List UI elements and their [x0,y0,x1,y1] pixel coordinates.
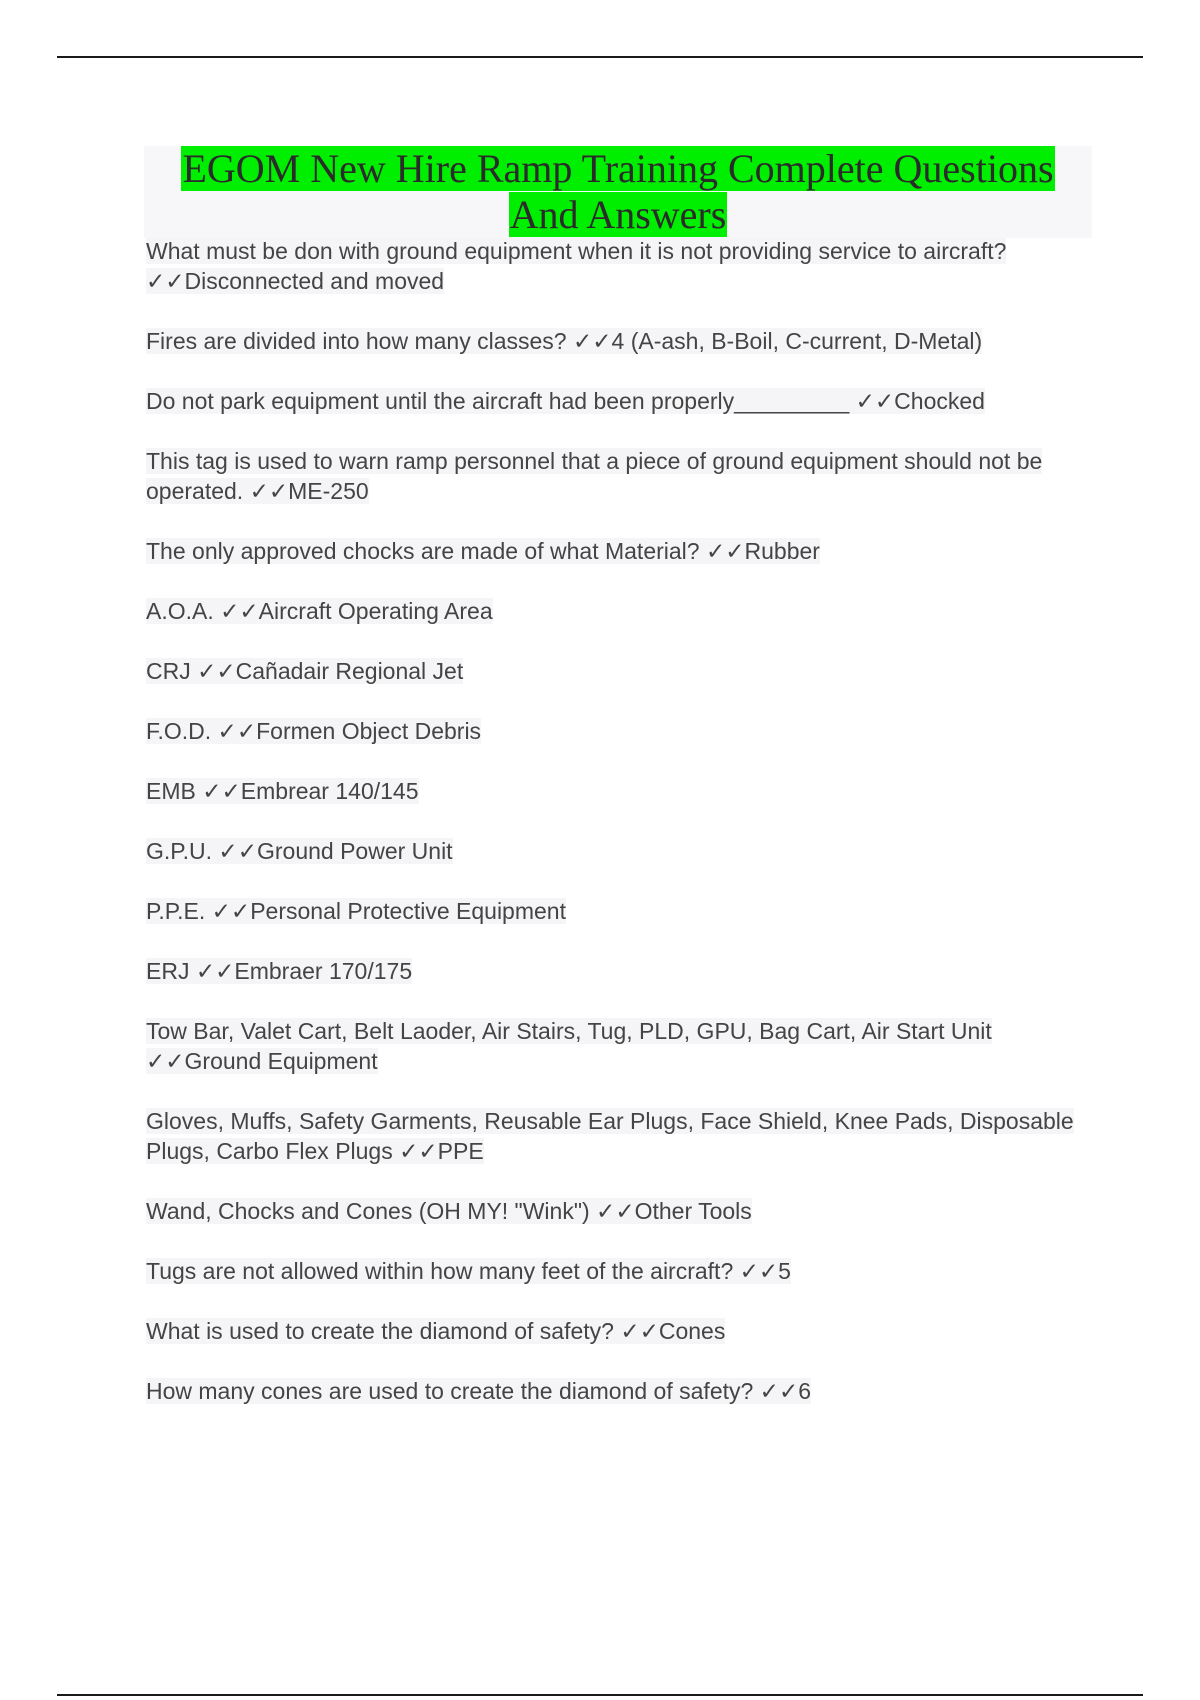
qa-item [146,656,1096,686]
qa-text: Fires are divided into how many classes? ✓✓4 (A-ash, B-Boil, C-current, D-Metal) [146,328,983,354]
qa-item [146,716,1096,746]
qa-text: G.P.U. ✓✓Ground Power Unit [146,838,453,864]
qa-item [146,1196,1096,1226]
qa-text: EMB ✓✓Embrear 140/145 [146,778,419,804]
qa-text: ERJ ✓✓Embraer 170/175 [146,958,413,984]
qa-item [146,596,1096,626]
qa-text: Wand, Chocks and Cones (OH MY! "Wink") ✓✓Other Tools [146,1198,752,1224]
qa-item [146,896,1096,926]
qa-item [146,386,1096,416]
qa-item [146,776,1096,806]
qa-item [146,326,1096,356]
qa-item [146,1106,1096,1166]
qa-text: F.O.D. ✓✓Formen Object Debris [146,718,482,744]
qa-item [146,836,1096,866]
qa-item [146,1376,1096,1406]
document-title [144,146,1092,238]
qa-text: Gloves, Muffs, Safety Garments, Reusable Ear Plugs, Face Shield, Knee Pads, Disposable Plugs, Carbo Flex Plugs ✓✓PPE [146,1108,1074,1164]
qa-item [146,446,1096,506]
qa-list [146,236,1096,1436]
qa-text: Tugs are not allowed within how many feet of the aircraft? ✓✓5 [146,1258,791,1284]
qa-text: This tag is used to warn ramp personnel that a piece of ground equipment should not be operated. ✓✓ME-250 [146,448,1043,504]
qa-item [146,536,1096,566]
qa-text: P.P.E. ✓✓Personal Protective Equipment [146,898,566,924]
qa-item [146,1016,1096,1076]
qa-text: The only approved chocks are made of what Material? ✓✓Rubber [146,538,820,564]
title-line-2: And Answers [509,192,727,237]
qa-text: A.O.A. ✓✓Aircraft Operating Area [146,598,493,624]
qa-item [146,236,1096,296]
title-line-1: EGOM New Hire Ramp Training Complete Questions [182,146,1054,191]
qa-item [146,1256,1096,1286]
bottom-rule [57,1694,1143,1696]
qa-text: How many cones are used to create the diamond of safety? ✓✓6 [146,1378,812,1404]
qa-text: CRJ ✓✓Cañadair Regional Jet [146,658,464,684]
qa-item [146,956,1096,986]
qa-text: Tow Bar, Valet Cart, Belt Laoder, Air Stairs, Tug, PLD, GPU, Bag Cart, Air Start Unit ✓✓Ground Equipment [146,1018,992,1074]
qa-text: What must be don with ground equipment when it is not providing service to aircraft? ✓✓Disconnected and moved [146,238,1007,294]
qa-text: What is used to create the diamond of safety? ✓✓Cones [146,1318,726,1344]
top-rule [57,56,1143,58]
qa-text: Do not park equipment until the aircraft had been properly_________ ✓✓Chocked [146,388,985,414]
qa-item [146,1316,1096,1346]
